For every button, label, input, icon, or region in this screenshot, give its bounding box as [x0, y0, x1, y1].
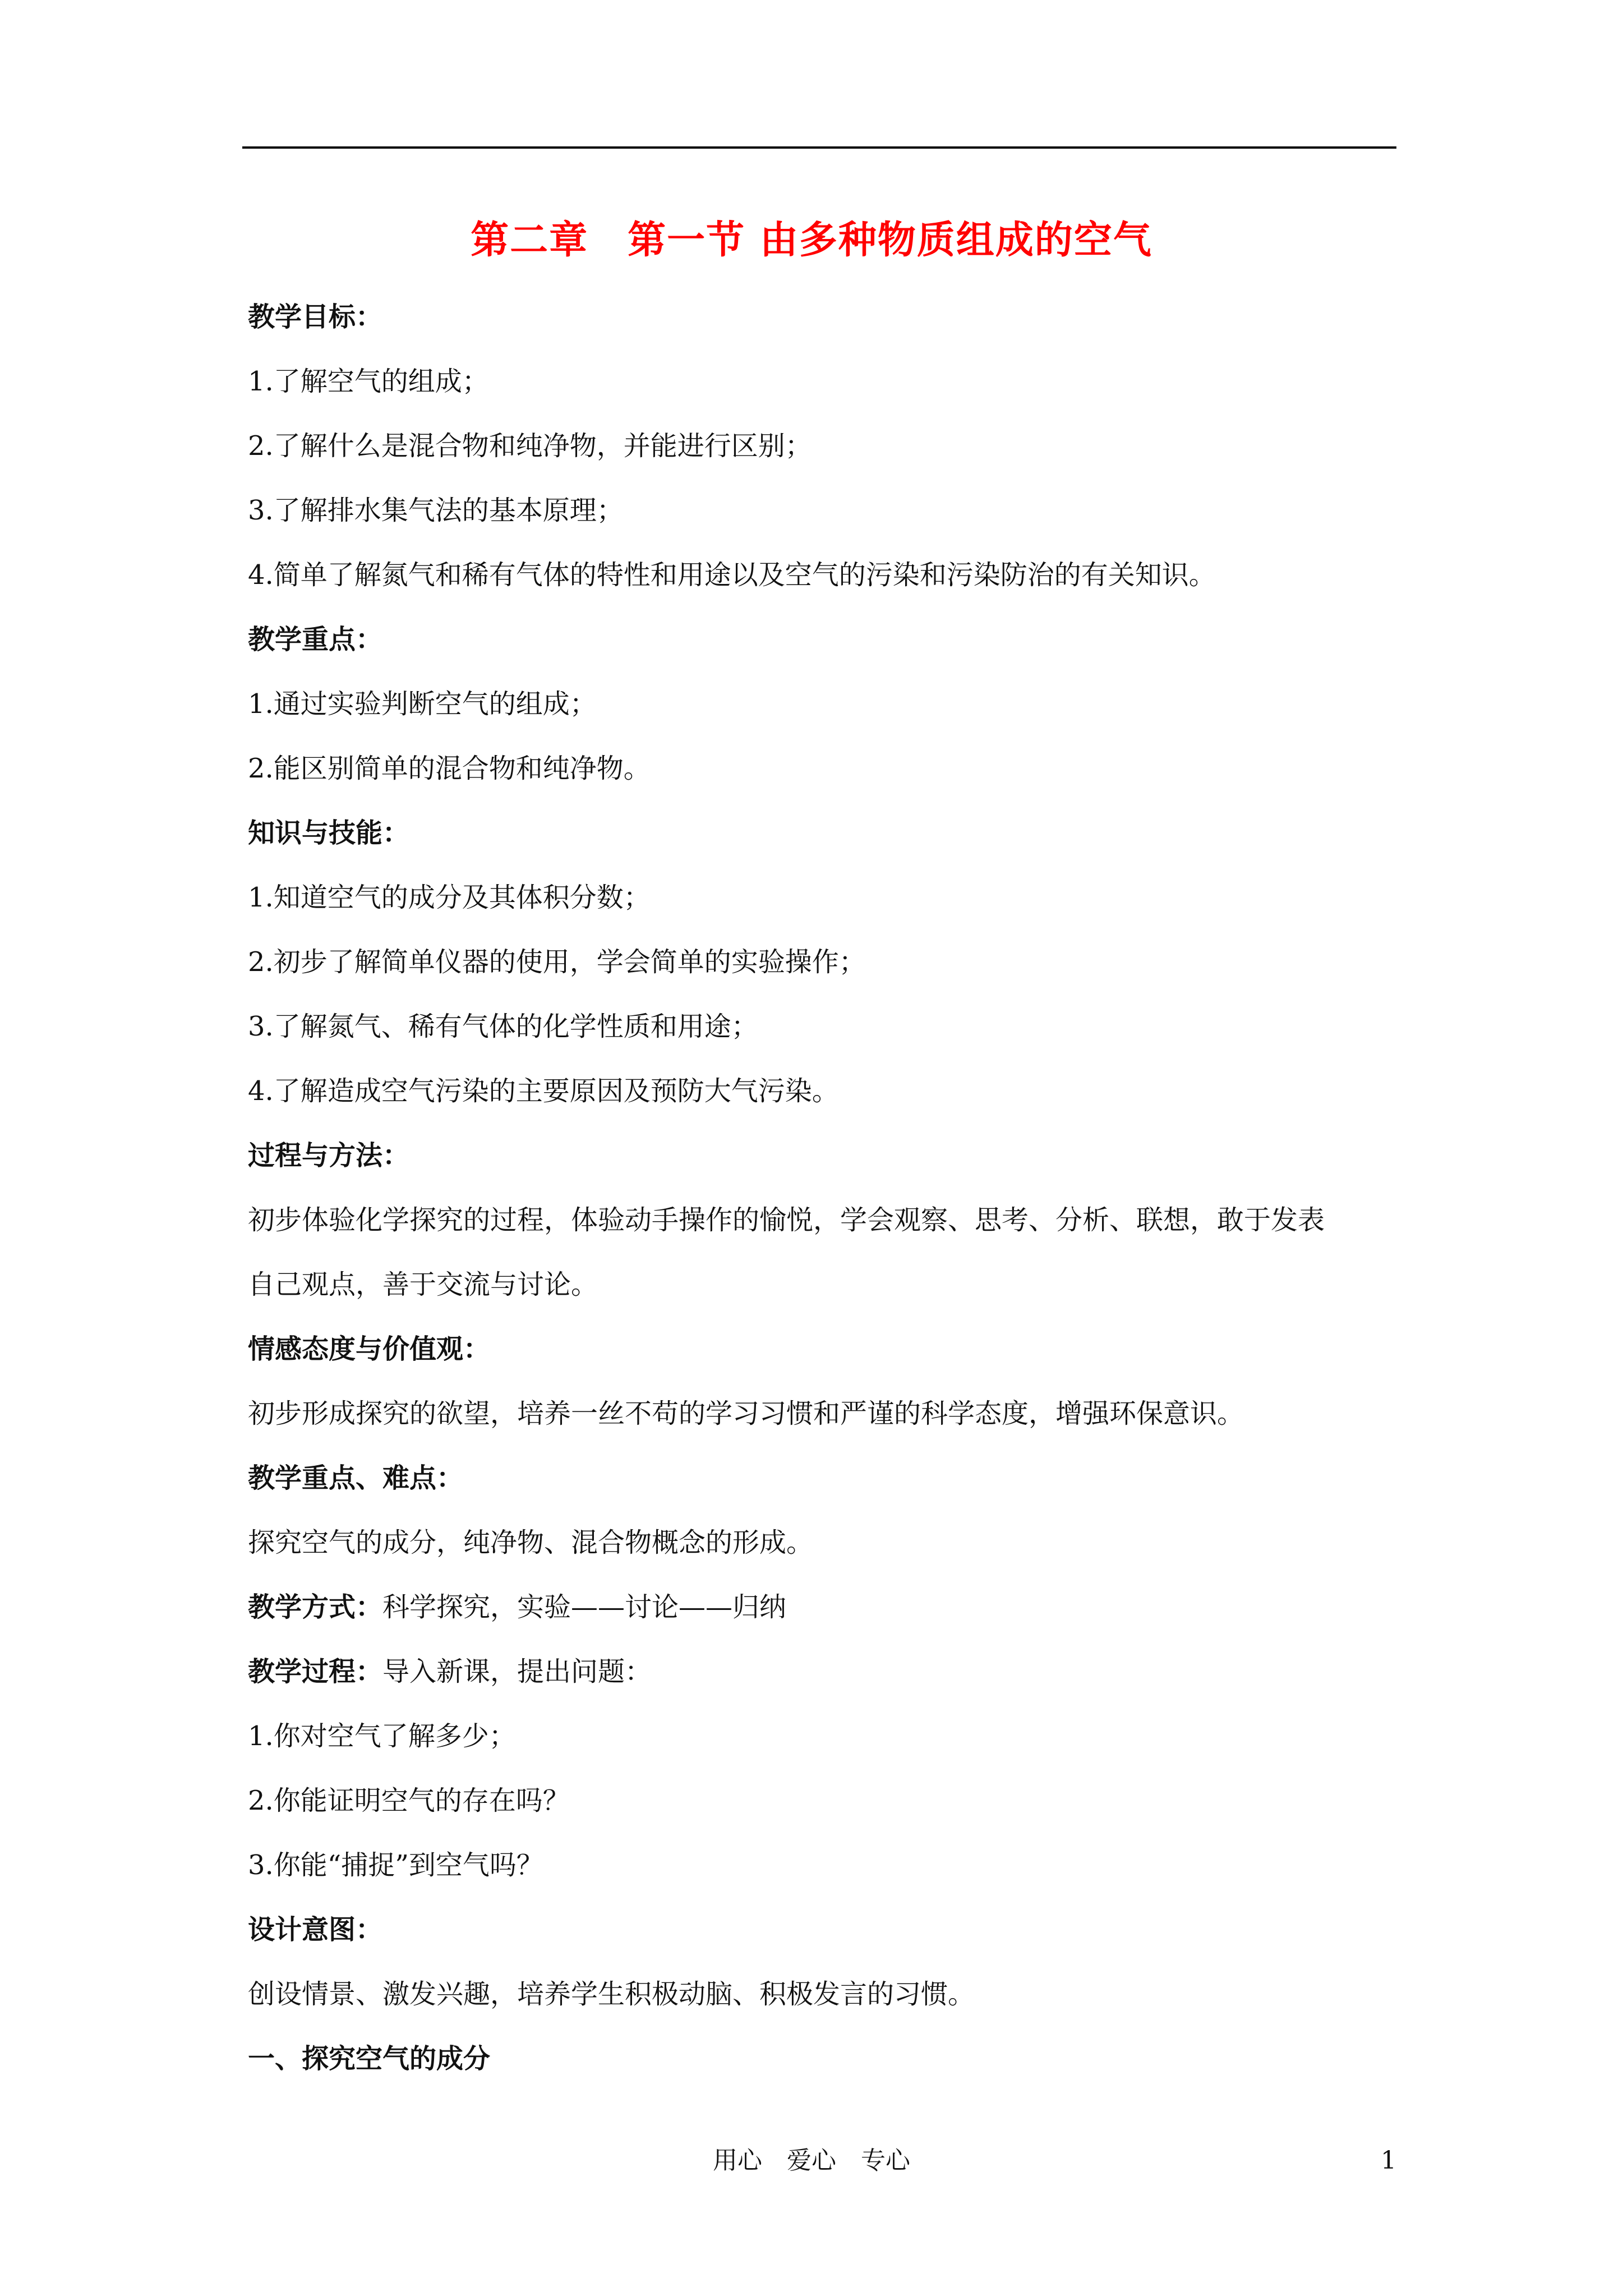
- objective-item: 2.了解什么是混合物和纯净物，并能进行区别；: [248, 430, 812, 462]
- section-one-heading: 一、探究空气的成分: [248, 2043, 491, 2074]
- objective-item: 4.简单了解氮气和稀有气体的特性和用途以及空气的污染和污染防治的有关知识。: [248, 559, 1216, 591]
- procedure-item: 1.你对空气了解多少；: [248, 1720, 516, 1752]
- design-text: 创设情景、激发兴趣，培养学生积极动脑、积极发言的习惯。: [248, 1978, 975, 2010]
- procedure-label: 教学过程：: [248, 1656, 383, 1687]
- key-point-item: 2.能区别简单的混合物和纯净物。: [248, 753, 651, 784]
- document-title: 第二章 第一节 由多种物质组成的空气: [471, 218, 1152, 263]
- page-number: 1: [1381, 2146, 1396, 2175]
- difficulties-text: 探究空气的成分，纯净物、混合物概念的形成。: [248, 1527, 814, 1558]
- footer-motto: 用心 爱心 专心: [713, 2146, 910, 2175]
- key-points-heading: 教学重点：: [248, 624, 383, 655]
- method-text: 科学探究，实验——讨论——归纳: [382, 1591, 787, 1623]
- procedure-line: [248, 1644, 1396, 1708]
- difficulties-heading: 教学重点、难点：: [248, 1462, 464, 1494]
- knowledge-item: 2.初步了解简单仪器的使用，学会简单的实验操作；: [248, 946, 866, 978]
- knowledge-item: 4.了解造成空气污染的主要原因及预防大气污染。: [248, 1075, 839, 1107]
- objective-item: 3.了解排水集气法的基本原理；: [248, 495, 624, 526]
- attitude-text: 初步形成探究的欲望，培养一丝不苟的学习习惯和严谨的科学态度，增强环保意识。: [248, 1398, 1244, 1429]
- procedure-text: 导入新课，提出问题：: [382, 1656, 652, 1687]
- method-line: [248, 1579, 1396, 1644]
- design-heading: 设计意图：: [248, 1914, 383, 1945]
- knowledge-heading: 知识与技能：: [248, 817, 410, 849]
- knowledge-item: 1.知道空气的成分及其体积分数；: [248, 882, 651, 913]
- process-heading: 过程与方法：: [248, 1140, 410, 1171]
- objective-item: 1.了解空气的组成；: [248, 366, 489, 397]
- knowledge-item: 3.了解氮气、稀有气体的化学性质和用途；: [248, 1011, 758, 1042]
- procedure-item: 3.你能“捕捉”到空气吗？: [248, 1849, 543, 1881]
- procedure-item: 2.你能证明空气的存在吗？: [248, 1785, 570, 1816]
- document-body: [248, 289, 1396, 2095]
- method-label: 教学方式：: [248, 1591, 383, 1623]
- key-point-item: 1.通过实验判断空气的组成；: [248, 688, 597, 720]
- process-text-line: 初步体验化学探究的过程，体验动手操作的愉悦，学会观察、思考、分析、联想，敢于发表: [248, 1204, 1325, 1236]
- process-text-line: 自己观点，善于交流与讨论。: [248, 1269, 598, 1300]
- attitude-heading: 情感态度与价值观：: [248, 1333, 491, 1365]
- header-rule: [242, 146, 1396, 149]
- objectives-heading: 教学目标：: [248, 301, 383, 333]
